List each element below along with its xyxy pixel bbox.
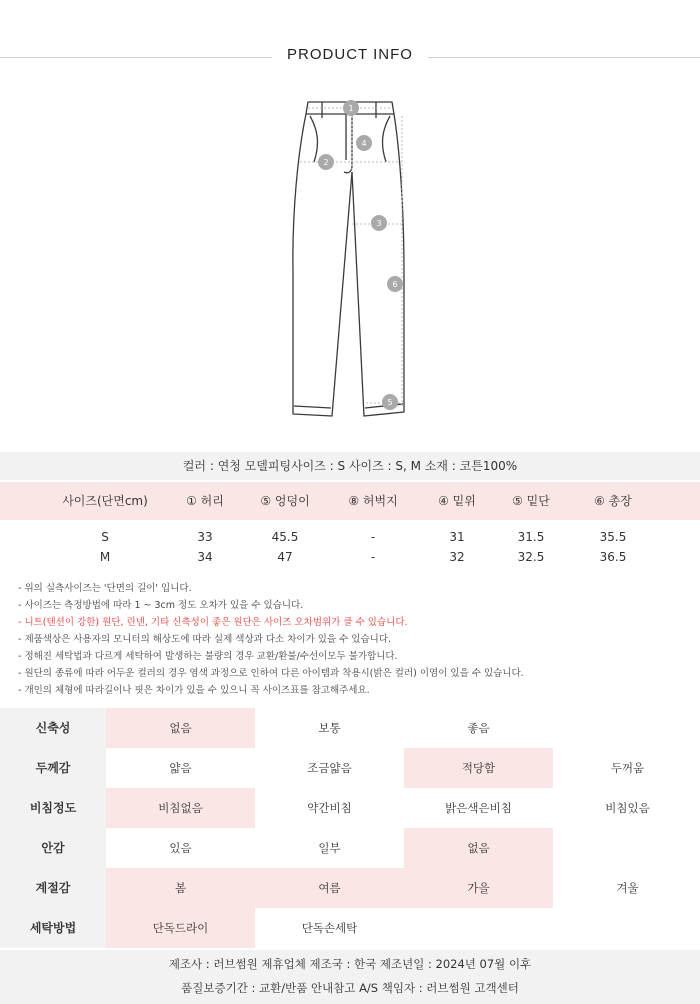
size-notes: [18, 580, 698, 699]
note-item: - 개인의 체형에 따라길이나 핏은 차이가 있을 수 있으니 꼭 사이즈표를 참고해주세요.: [18, 685, 370, 696]
attr-row-lining: [0, 828, 700, 868]
attr-label: 계절감: [0, 868, 106, 908]
size-cell: 47: [277, 550, 293, 564]
product-info-header: [0, 46, 700, 68]
size-cell: S: [101, 530, 109, 544]
size-cell: M: [99, 550, 111, 564]
note-item: - 제품색상은 사용자의 모니터의 해상도에 따라 실제 색상과 다소 차이가 있을 수 있습니다.: [18, 634, 392, 645]
marker-2: 2: [323, 158, 329, 167]
size-header-waist: ① 허리: [186, 494, 224, 508]
attr-option: [553, 908, 700, 948]
attr-option: 단독드라이: [106, 908, 255, 948]
attr-option: 조금얇음: [307, 761, 352, 775]
title-divider-left: [0, 57, 272, 58]
size-cell: -: [370, 530, 376, 544]
attr-row-stretch: [0, 708, 700, 748]
size-header-rise: ④ 밑위: [438, 494, 476, 508]
size-header-hip: ⑤ 엉덩이: [260, 494, 310, 508]
size-cell: 32: [449, 550, 465, 564]
attr-option: [553, 828, 700, 868]
attr-option: 약간비침: [307, 801, 352, 815]
size-header-length: ⑥ 총장: [594, 494, 632, 508]
attr-option: 비침있음: [605, 801, 650, 815]
attr-row-thickness: [0, 748, 700, 788]
attr-row-sheerness: [0, 788, 700, 828]
warranty-line: 품질보증기간 : 교환/반품 안내참고 A/S 책임자 : 러브썸원 고객센터: [181, 981, 519, 995]
note-item: - 위의 실측사이즈는 '단면의 길이' 입니다.: [18, 583, 192, 594]
attr-option: 일부: [318, 841, 341, 855]
attr-option: 단독손세탁: [301, 921, 358, 935]
size-header-thigh: ⑧ 허벅지: [348, 494, 398, 508]
marker-5: 5: [387, 398, 393, 407]
attr-label: 신축성: [0, 708, 106, 748]
marker-6: 6: [392, 280, 398, 289]
attr-row-washing: [0, 908, 700, 948]
size-cell: 31: [449, 530, 465, 544]
attr-option: 없음: [404, 828, 553, 868]
size-cell: 34: [197, 550, 213, 564]
attr-label: 세탁방법: [0, 908, 106, 948]
manufacturer-line: 제조사 : 러브썸원 제휴업체 제조국 : 한국 제조년일 : 2024년 07월 이후: [168, 957, 532, 971]
attr-option: 보통: [318, 721, 341, 735]
note-item: - 원단의 종류에 따라 어두운 컬러의 경우 염색 과정으로 인하여 다른 아이템과 착용시(밝은 컬러) 이염이 있을 수 있습니다.: [18, 668, 524, 679]
attr-option: 있음: [169, 841, 192, 855]
attr-option: [404, 908, 553, 948]
size-cell: 36.5: [599, 550, 627, 564]
attr-option: 얇음: [169, 761, 192, 775]
attr-label: 안감: [0, 828, 106, 868]
pants-measurement-diagram: [270, 92, 430, 428]
page-title: PRODUCT INFO: [287, 46, 413, 63]
attr-option: 좋음: [467, 721, 490, 735]
note-item-warning: - 니트(텐션이 강한) 원단, 린넨, 기타 신축성이 좋은 원단은 사이즈 오차범위가 클 수 있습니다.: [18, 617, 408, 628]
attr-option: 밝은색은비침: [445, 801, 512, 815]
attr-option: 비침없음: [106, 788, 255, 828]
attr-label: 비침정도: [0, 788, 106, 828]
attr-option: 겨울: [616, 881, 639, 895]
size-cell: -: [370, 550, 376, 564]
attr-option: 가을: [404, 868, 553, 908]
size-cell: 33: [197, 530, 213, 544]
attr-option: [553, 708, 700, 748]
attr-option: 여름: [255, 868, 404, 908]
attr-option: 없음: [106, 708, 255, 748]
size-table-header: [0, 482, 700, 520]
size-cell: 31.5: [517, 530, 545, 544]
size-cell: 45.5: [271, 530, 299, 544]
marker-3: 3: [376, 219, 382, 228]
note-item: - 정해진 세탁법과 다르게 세탁하여 발생하는 불량의 경우 교환/환불/수선이모두 불가합니다.: [18, 651, 398, 662]
size-cell: 35.5: [599, 530, 627, 544]
size-header-hem: ⑤ 밑단: [512, 494, 550, 508]
size-cell: 32.5: [517, 550, 545, 564]
manufacturer-info: [0, 950, 700, 1004]
size-row-s: [0, 527, 700, 547]
marker-4: 4: [361, 139, 367, 148]
size-row-m: [0, 547, 700, 567]
marker-1: 1: [348, 104, 354, 113]
attr-row-season: [0, 868, 700, 908]
note-item: - 사이즈는 측정방법에 따라 1 ~ 3cm 정도 오차가 있을 수 있습니다.: [18, 600, 304, 611]
product-summary-bar: 컬러 : 연청 모델피팅사이즈 : S 사이즈 : S, M 소재 : 코튼100%: [0, 452, 700, 480]
attr-option: 적당함: [404, 748, 553, 788]
attr-option: 봄: [106, 868, 255, 908]
attr-label: 두께감: [0, 748, 106, 788]
title-divider-right: [428, 57, 700, 58]
size-header-label: 사이즈(단면cm): [62, 494, 148, 508]
attr-option: 두꺼움: [610, 761, 645, 775]
pants-illustration: [270, 92, 430, 428]
